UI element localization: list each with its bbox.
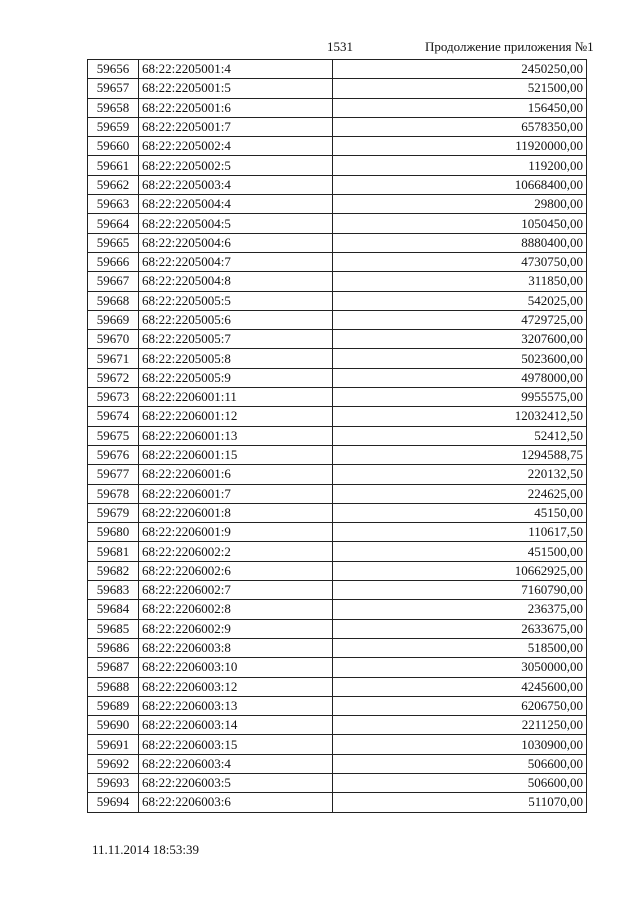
table-row	[88, 638, 587, 657]
table-row	[88, 60, 587, 79]
row-number: 59683	[88, 581, 139, 600]
table-row	[88, 368, 587, 387]
cadastral-number: 68:22:2206001:8	[139, 503, 333, 522]
cadastral-number: 68:22:2206003:12	[139, 677, 333, 696]
table-row	[88, 696, 587, 715]
table-row	[88, 793, 587, 812]
cadastral-value: 29800,00	[333, 195, 587, 214]
table-row	[88, 349, 587, 368]
cadastral-number: 68:22:2206001:7	[139, 484, 333, 503]
row-number: 59662	[88, 175, 139, 194]
row-number: 59685	[88, 619, 139, 638]
cadastral-value: 7160790,00	[333, 581, 587, 600]
row-number: 59671	[88, 349, 139, 368]
table-row	[88, 117, 587, 136]
cadastral-number: 68:22:2206002:7	[139, 581, 333, 600]
cadastral-value: 518500,00	[333, 638, 587, 657]
table-row	[88, 272, 587, 291]
table-row	[88, 465, 587, 484]
page-number: 1531	[327, 39, 353, 54]
cadastral-value: 110617,50	[333, 523, 587, 542]
cadastral-number: 68:22:2206001:11	[139, 388, 333, 407]
table-row	[88, 754, 587, 773]
cadastral-value: 224625,00	[333, 484, 587, 503]
cadastral-value: 4978000,00	[333, 368, 587, 387]
cadastral-value: 506600,00	[333, 754, 587, 773]
row-number: 59669	[88, 310, 139, 329]
table-row	[88, 716, 587, 735]
cadastral-number: 68:22:2205005:8	[139, 349, 333, 368]
cadastral-value: 1294588,75	[333, 445, 587, 464]
cadastral-number: 68:22:2206001:9	[139, 523, 333, 542]
table-row	[88, 773, 587, 792]
row-number: 59680	[88, 523, 139, 542]
row-number: 59675	[88, 426, 139, 445]
table-row	[88, 561, 587, 580]
table-row	[88, 677, 587, 696]
row-number: 59667	[88, 272, 139, 291]
table-row	[88, 175, 587, 194]
row-number: 59658	[88, 98, 139, 117]
cadastral-number: 68:22:2206002:8	[139, 600, 333, 619]
row-number: 59660	[88, 137, 139, 156]
cadastral-value: 521500,00	[333, 79, 587, 98]
table-row	[88, 426, 587, 445]
row-number: 59674	[88, 407, 139, 426]
cadastral-value: 4730750,00	[333, 252, 587, 271]
cadastral-value: 10662925,00	[333, 561, 587, 580]
row-number: 59657	[88, 79, 139, 98]
cadastral-value: 3207600,00	[333, 330, 587, 349]
cadastral-value: 506600,00	[333, 773, 587, 792]
table-row	[88, 503, 587, 522]
cadastral-number: 68:22:2205005:7	[139, 330, 333, 349]
cadastral-number: 68:22:2206003:6	[139, 793, 333, 812]
cadastral-value: 2450250,00	[333, 60, 587, 79]
cadastral-value: 3050000,00	[333, 658, 587, 677]
cadastral-number: 68:22:2205004:7	[139, 252, 333, 271]
table-row	[88, 542, 587, 561]
cadastral-value: 11920000,00	[333, 137, 587, 156]
table-row	[88, 310, 587, 329]
cadastral-number: 68:22:2205005:9	[139, 368, 333, 387]
table-row	[88, 214, 587, 233]
row-number: 59672	[88, 368, 139, 387]
row-number: 59682	[88, 561, 139, 580]
table-row	[88, 98, 587, 117]
row-number: 59694	[88, 793, 139, 812]
cadastral-value: 220132,50	[333, 465, 587, 484]
row-number: 59687	[88, 658, 139, 677]
cadastral-number: 68:22:2205005:6	[139, 310, 333, 329]
row-number: 59684	[88, 600, 139, 619]
cadastral-number: 68:22:2206003:14	[139, 716, 333, 735]
table-body	[88, 60, 587, 813]
table-row	[88, 735, 587, 754]
row-number: 59692	[88, 754, 139, 773]
cadastral-number: 68:22:2206001:13	[139, 426, 333, 445]
row-number: 59691	[88, 735, 139, 754]
table-row	[88, 79, 587, 98]
row-number: 59676	[88, 445, 139, 464]
table-row	[88, 484, 587, 503]
page-caption: Продолжение приложения №1	[425, 39, 594, 54]
row-number: 59690	[88, 716, 139, 735]
cadastral-value: 9955575,00	[333, 388, 587, 407]
cadastral-number: 68:22:2206002:9	[139, 619, 333, 638]
cadastral-value: 156450,00	[333, 98, 587, 117]
cadastral-number: 68:22:2205004:4	[139, 195, 333, 214]
table-row	[88, 445, 587, 464]
table-row	[88, 619, 587, 638]
cadastral-number: 68:22:2206003:4	[139, 754, 333, 773]
cadastral-number: 68:22:2205001:5	[139, 79, 333, 98]
cadastral-number: 68:22:2205002:4	[139, 137, 333, 156]
row-number: 59661	[88, 156, 139, 175]
table-row	[88, 137, 587, 156]
cadastral-value: 119200,00	[333, 156, 587, 175]
cadastral-number: 68:22:2205001:6	[139, 98, 333, 117]
table-row	[88, 523, 587, 542]
cadastral-number: 68:22:2205004:5	[139, 214, 333, 233]
table-row	[88, 407, 587, 426]
row-number: 59664	[88, 214, 139, 233]
cadastral-value: 4245600,00	[333, 677, 587, 696]
cadastral-number: 68:22:2206002:6	[139, 561, 333, 580]
cadastral-value: 2633675,00	[333, 619, 587, 638]
table-row	[88, 581, 587, 600]
cadastral-value: 1030900,00	[333, 735, 587, 754]
row-number: 59670	[88, 330, 139, 349]
cadastral-value: 6578350,00	[333, 117, 587, 136]
cadastral-number: 68:22:2205005:5	[139, 291, 333, 310]
cadastral-number: 68:22:2206003:10	[139, 658, 333, 677]
row-number: 59659	[88, 117, 139, 136]
row-number: 59681	[88, 542, 139, 561]
table-row	[88, 658, 587, 677]
table-row	[88, 330, 587, 349]
table-row	[88, 156, 587, 175]
cadastral-value: 511070,00	[333, 793, 587, 812]
cadastral-value: 4729725,00	[333, 310, 587, 329]
table-row	[88, 600, 587, 619]
print-timestamp: 11.11.2014 18:53:39	[92, 842, 200, 857]
row-number: 59689	[88, 696, 139, 715]
row-number: 59679	[88, 503, 139, 522]
table-row	[88, 252, 587, 271]
row-number: 59668	[88, 291, 139, 310]
registry-table	[87, 59, 587, 813]
cadastral-number: 68:22:2206003:13	[139, 696, 333, 715]
cadastral-value: 2211250,00	[333, 716, 587, 735]
cadastral-number: 68:22:2205004:6	[139, 233, 333, 252]
cadastral-value: 542025,00	[333, 291, 587, 310]
cadastral-value: 52412,50	[333, 426, 587, 445]
table-row	[88, 195, 587, 214]
cadastral-number: 68:22:2206002:2	[139, 542, 333, 561]
cadastral-value: 236375,00	[333, 600, 587, 619]
cadastral-number: 68:22:2206003:8	[139, 638, 333, 657]
row-number: 59693	[88, 773, 139, 792]
row-number: 59663	[88, 195, 139, 214]
cadastral-number: 68:22:2205001:7	[139, 117, 333, 136]
cadastral-number: 68:22:2205001:4	[139, 60, 333, 79]
cadastral-number: 68:22:2206001:15	[139, 445, 333, 464]
row-number: 59656	[88, 60, 139, 79]
table-row	[88, 388, 587, 407]
cadastral-number: 68:22:2205003:4	[139, 175, 333, 194]
cadastral-number: 68:22:2206003:5	[139, 773, 333, 792]
cadastral-value: 451500,00	[333, 542, 587, 561]
row-number: 59686	[88, 638, 139, 657]
cadastral-value: 12032412,50	[333, 407, 587, 426]
cadastral-value: 5023600,00	[333, 349, 587, 368]
cadastral-value: 6206750,00	[333, 696, 587, 715]
cadastral-number: 68:22:2206003:15	[139, 735, 333, 754]
row-number: 59673	[88, 388, 139, 407]
cadastral-value: 10668400,00	[333, 175, 587, 194]
table-row	[88, 291, 587, 310]
row-number: 59677	[88, 465, 139, 484]
cadastral-value: 311850,00	[333, 272, 587, 291]
row-number: 59665	[88, 233, 139, 252]
table-row	[88, 233, 587, 252]
row-number: 59666	[88, 252, 139, 271]
cadastral-number: 68:22:2205002:5	[139, 156, 333, 175]
row-number: 59678	[88, 484, 139, 503]
cadastral-value: 1050450,00	[333, 214, 587, 233]
cadastral-value: 45150,00	[333, 503, 587, 522]
row-number: 59688	[88, 677, 139, 696]
cadastral-number: 68:22:2205004:8	[139, 272, 333, 291]
cadastral-value: 8880400,00	[333, 233, 587, 252]
cadastral-number: 68:22:2206001:12	[139, 407, 333, 426]
cadastral-number: 68:22:2206001:6	[139, 465, 333, 484]
